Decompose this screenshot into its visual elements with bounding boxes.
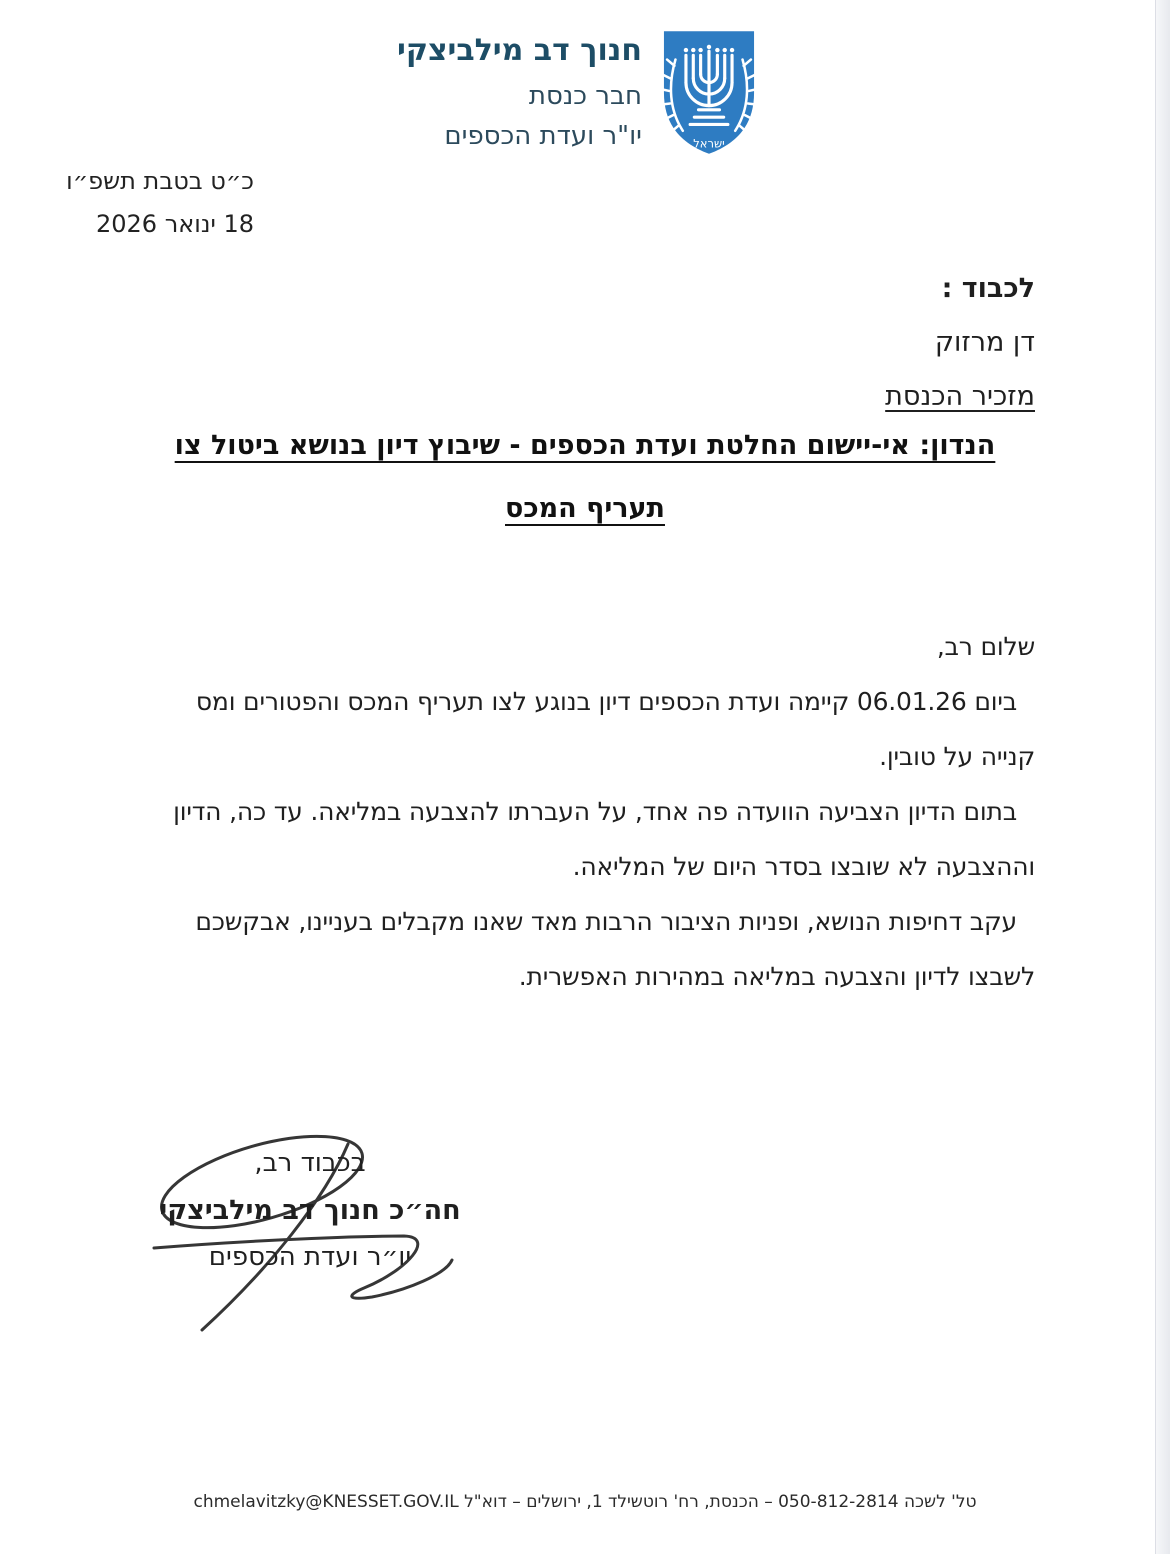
sender-name: חנוך דב מילביצקי — [397, 33, 642, 68]
sender-role-2: יו"ר ועדת הכספים — [444, 121, 642, 151]
recipient-name: דן מרזוק — [934, 327, 1035, 358]
body-line: וההצבעה לא שובצו בסדר היום של המליאה. — [572, 852, 1035, 881]
body-line: בתום הדיון הצביעה הוועדה פה אחד, על העברתו להצבעה במליאה. עד כה, הדיון — [173, 797, 1017, 826]
scan-edge-shadow — [1155, 0, 1170, 1554]
recipient-block — [885, 262, 1035, 424]
body-line: קנייה על טובין. — [879, 742, 1035, 771]
gregorian-date: 18 ינואר 2026 — [96, 210, 254, 238]
emblem-label: ישראל — [693, 136, 725, 151]
letter-body — [40, 619, 1035, 1004]
letterhead — [397, 26, 762, 158]
israel-state-emblem-icon — [656, 26, 762, 158]
body-line: ביום 06.01.26 קיימה ועדת הכספים דיון בנוגע לצו תעריף המכס והפטורים ומס — [195, 687, 1017, 716]
body-line: עקב דחיפות הנושא, ופניות הציבור הרבות מאד שאנו מקבלים בעניינו, אבקשכם — [195, 907, 1017, 936]
recipient-title: מזכיר הכנסת — [885, 381, 1035, 412]
letterhead-text — [397, 26, 642, 156]
signature-block — [155, 1140, 465, 1281]
footer-contact: טל' לשכה 050-812-2814 – הכנסת, רח' רוטשילד 1, ירושלים – דוא"ל chmelavitzky@KNESSET.GOV.IL — [193, 1492, 977, 1512]
subject-line-2: תעריף המכס — [505, 493, 665, 524]
sender-role-1: חבר כנסת — [528, 81, 642, 111]
hebrew-date: כ״ט בטבת תשפ״ו — [66, 167, 254, 195]
signature-closing: בכבוד רב, — [254, 1148, 366, 1178]
recipient-salutation: לכבוד : — [941, 273, 1035, 304]
body-line: שלום רב, — [936, 632, 1035, 661]
signature-name: חה״כ חנוך דב מילביצקי — [159, 1195, 461, 1226]
body-line: לשבצו לדיון והצבעה במליאה במהירות האפשרית. — [518, 962, 1035, 991]
subject-line-1: הנדון: אי-יישום החלטת ועדת הכספים - שיבוץ דיון בנושא ביטול צו — [174, 430, 996, 461]
signature-title: יו״ר ועדת הכספים — [208, 1242, 412, 1272]
subject-block — [0, 430, 1170, 524]
date-block — [66, 166, 254, 239]
